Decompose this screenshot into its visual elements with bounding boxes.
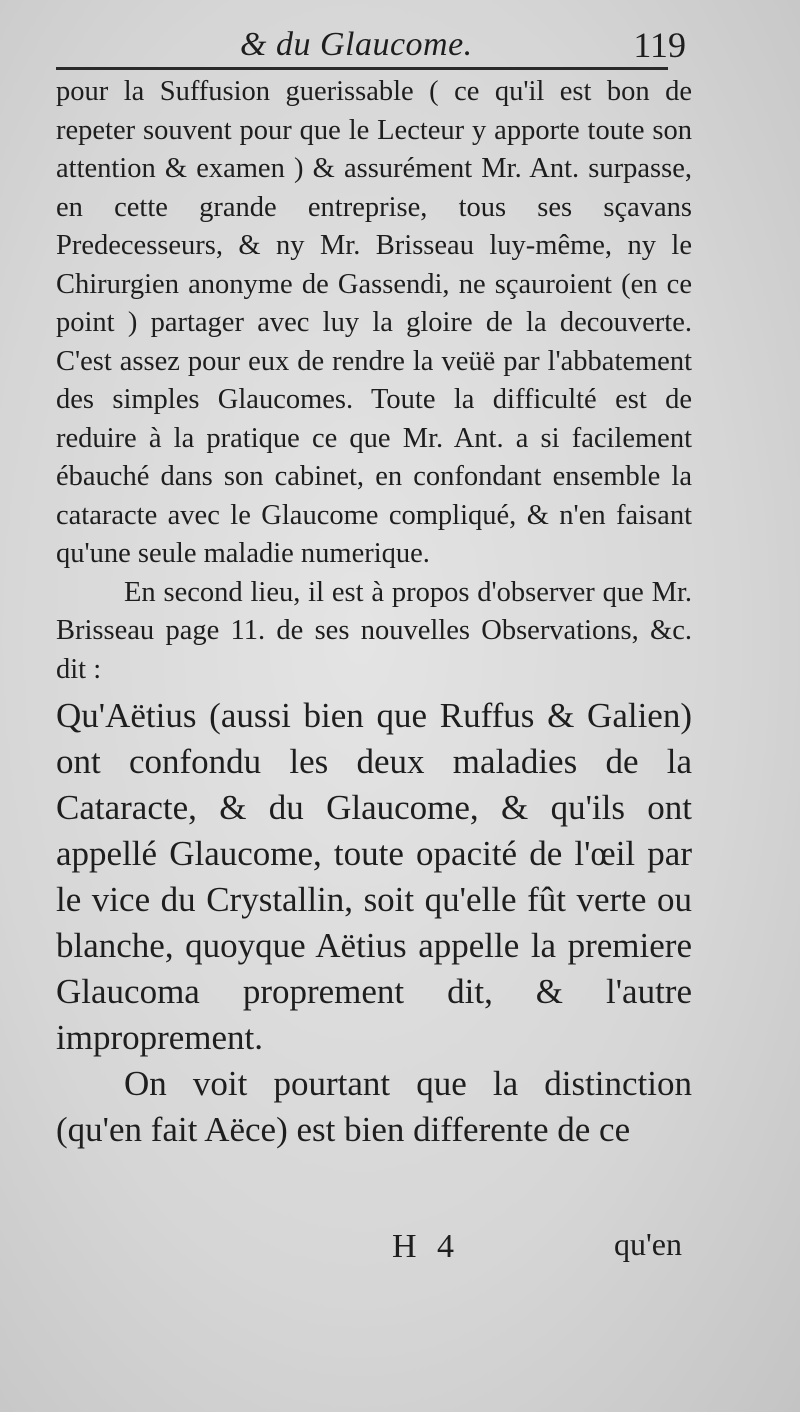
header-rule: [56, 67, 668, 70]
paragraph-second-point: En second lieu, il est à propos d'observer que Mr. Brisseau page 11. de ses nouvelles Observations, &c. dit :: [56, 576, 692, 685]
paragraph-quotation: Qu'Aëtius (aussi bien que Ruffus & Galien) ont confondu les deux maladies de la Cataracte, & du Glaucome, & qu'ils ont appellé Glaucome, toute opacité de l'œil par le vice du Crystallin, soit qu'elle fût verte ou blanche, quoyque Aëtius appelle la premiere Glaucoma proprement dit, & l'autre improprement.: [56, 696, 692, 1057]
page-number: 119: [633, 25, 686, 65]
paragraph-distinction: On voit pourtant que la distinction (qu'en fait Aëce) est bien differente de ce: [56, 1064, 692, 1149]
paragraph-continuation: pour la Suffusion guerissable ( ce qu'il est bon de repeter souvent pour que le Lecteur y apporte toute son attention & examen ) & assurément Mr. Ant. surpasse, en cette grande entreprise, tous ses sçavans Predecesseurs, & ny Mr. Brisseau luy-même, ny le Chirurgien anonyme de Gassendi, ne sçauroient (en ce point ) partager avec luy la gloire de la decouverte. C'est assez pour eux de rendre la veüë par l'abbatement des simples Glaucomes. Toute la difficulté est de reduire à la pratique ce que Mr. Ant. a si facilement ébauché dans son cabinet, en confondant ensemble la cataracte avec le Glaucome compliqué, & n'en faisant qu'une seule maladie numerique.: [56, 76, 692, 569]
running-head-title: & du Glaucome.: [240, 26, 473, 63]
catchword: qu'en: [614, 1226, 682, 1262]
body-text: [56, 73, 692, 1153]
running-head: [60, 18, 690, 68]
signature-mark: H 4: [392, 1228, 461, 1265]
